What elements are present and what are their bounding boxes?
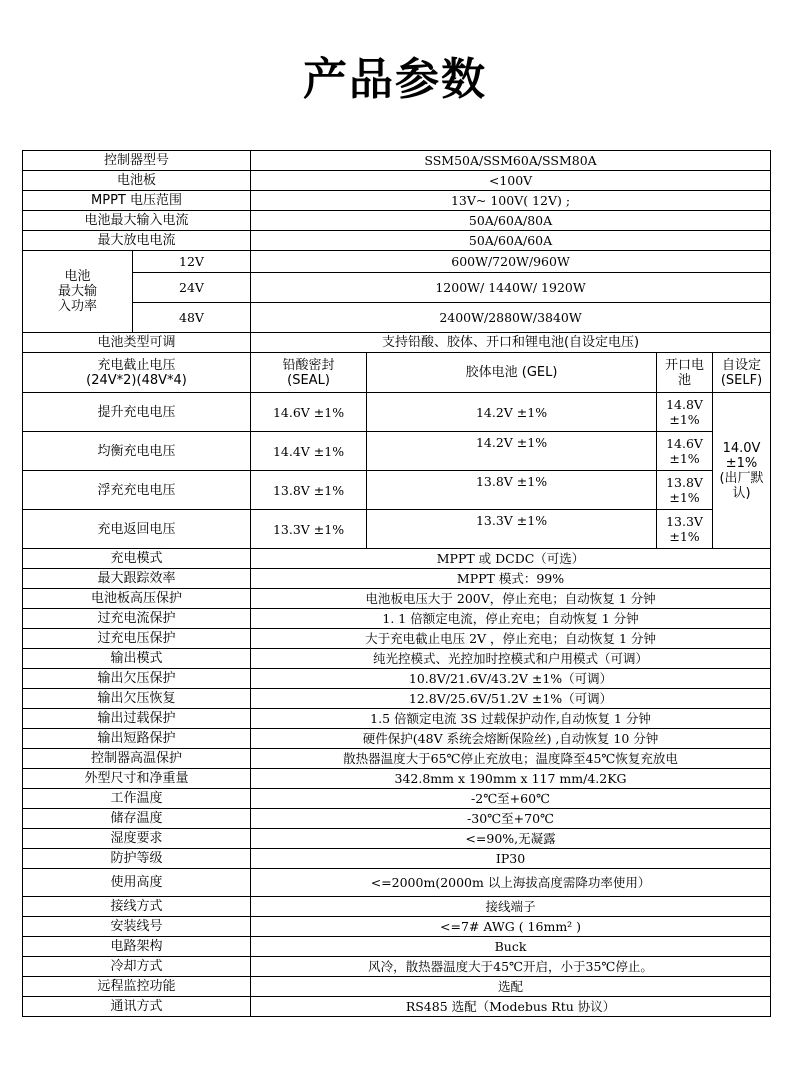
spec-label: 外型尺寸和净重量	[23, 769, 251, 789]
open-value: 13.3V ±1%	[657, 510, 713, 549]
voltage-level: 12V	[133, 251, 251, 273]
spec-label: 最大放电电流	[23, 231, 251, 251]
open-header: 开口电 池	[657, 353, 713, 393]
spec-label: 电路架构	[23, 937, 251, 957]
spec-label: 输出欠压恢复	[23, 689, 251, 709]
spec-value: 大于充电截止电压 2V ，停止充电；自动恢复 1 分钟	[251, 629, 771, 649]
spec-label: 防护等级	[23, 849, 251, 869]
voltage-row-label: 均衡充电电压	[23, 432, 251, 471]
table-row	[23, 393, 771, 432]
table-row	[23, 549, 771, 569]
spec-label: 控制器高温保护	[23, 749, 251, 769]
spec-label: 电池板高压保护	[23, 589, 251, 609]
table-row	[23, 432, 771, 471]
voltage-level: 48V	[133, 303, 251, 333]
table-row	[23, 353, 771, 393]
table-row	[23, 849, 771, 869]
spec-label: 使用高度	[23, 869, 251, 897]
table-row	[23, 729, 771, 749]
table-row	[23, 333, 771, 353]
spec-value: 1. 1 倍额定电流，停止充电；自动恢复 1 分钟	[251, 609, 771, 629]
voltage-header-label: 充电截止电压 (24V*2)(48V*4)	[23, 353, 251, 393]
spec-value: -2℃至+60℃	[251, 789, 771, 809]
table-row	[23, 669, 771, 689]
table-row	[23, 629, 771, 649]
spec-label: 电池类型可调	[23, 333, 251, 353]
table-row	[23, 649, 771, 669]
spec-value: <=90%,无凝露	[251, 829, 771, 849]
table-row	[23, 589, 771, 609]
spec-value: SSM50A/SSM60A/SSM80A	[251, 151, 771, 171]
table-row	[23, 957, 771, 977]
spec-label: 过充电压保护	[23, 629, 251, 649]
spec-label: 湿度要求	[23, 829, 251, 849]
table-row	[23, 789, 771, 809]
spec-label: 输出模式	[23, 649, 251, 669]
spec-label: 输出欠压保护	[23, 669, 251, 689]
table-row	[23, 689, 771, 709]
spec-label: 通讯方式	[23, 997, 251, 1017]
self-value: 14.0V ±1% (出厂默 认)	[713, 393, 771, 549]
seal-header: 铅酸密封 (SEAL)	[251, 353, 367, 393]
table-row	[23, 997, 771, 1017]
self-header: 自设定 (SELF)	[713, 353, 771, 393]
voltage-row-label: 浮充充电电压	[23, 471, 251, 510]
spec-value: 选配	[251, 977, 771, 997]
table-row	[23, 749, 771, 769]
spec-value: <=7# AWG ( 16mm² )	[251, 917, 771, 937]
spec-table	[22, 150, 771, 1017]
spec-label: 电池最大输入电流	[23, 211, 251, 231]
gel-value: 13.3V ±1%	[367, 510, 657, 549]
table-row	[23, 151, 771, 171]
spec-value: RS485 选配（Modebus Rtu 协议）	[251, 997, 771, 1017]
seal-value: 13.8V ±1%	[251, 471, 367, 510]
spec-label: 过充电流保护	[23, 609, 251, 629]
spec-value: 电池板电压大于 200V，停止充电；自动恢复 1 分钟	[251, 589, 771, 609]
seal-value: 14.4V ±1%	[251, 432, 367, 471]
gel-value: 14.2V ±1%	[367, 393, 657, 432]
table-row	[23, 191, 771, 211]
power-value: 600W/720W/960W	[251, 251, 771, 273]
table-row	[23, 809, 771, 829]
seal-value: 14.6V ±1%	[251, 393, 367, 432]
spec-value: 接线端子	[251, 897, 771, 917]
spec-label: 储存温度	[23, 809, 251, 829]
spec-value: 1.5 倍额定电流 3S 过载保护动作,自动恢复 1 分钟	[251, 709, 771, 729]
spec-value: MPPT 模式：99%	[251, 569, 771, 589]
spec-label: 输出过载保护	[23, 709, 251, 729]
spec-label: 输出短路保护	[23, 729, 251, 749]
spec-label: 工作温度	[23, 789, 251, 809]
spec-label: 控制器型号	[23, 151, 251, 171]
spec-value: 50A/60A/80A	[251, 211, 771, 231]
spec-value: <100V	[251, 171, 771, 191]
open-value: 14.6V ±1%	[657, 432, 713, 471]
spec-label: 远程监控功能	[23, 977, 251, 997]
spec-label: 接线方式	[23, 897, 251, 917]
table-row	[23, 917, 771, 937]
voltage-level: 24V	[133, 273, 251, 303]
spec-label: 冷却方式	[23, 957, 251, 977]
table-row	[23, 897, 771, 917]
spec-label: 最大跟踪效率	[23, 569, 251, 589]
seal-value: 13.3V ±1%	[251, 510, 367, 549]
table-row	[23, 609, 771, 629]
table-row	[23, 709, 771, 729]
spec-value: 散热器温度大于65℃停止充放电；温度降至45℃恢复充放电	[251, 749, 771, 769]
power-label: 电池 最大输 入功率	[23, 251, 133, 333]
power-value: 1200W/ 1440W/ 1920W	[251, 273, 771, 303]
table-row	[23, 510, 771, 549]
spec-value: IP30	[251, 849, 771, 869]
gel-value: 13.8V ±1%	[367, 471, 657, 510]
page-title: 产品参数	[303, 54, 487, 105]
power-value: 2400W/2880W/3840W	[251, 303, 771, 333]
spec-label: 充电模式	[23, 549, 251, 569]
table-row	[23, 251, 771, 273]
spec-value: 硬件保护(48V 系统会熔断保险丝) ,自动恢复 10 分钟	[251, 729, 771, 749]
spec-value: -30℃至+70℃	[251, 809, 771, 829]
table-row	[23, 303, 771, 333]
open-value: 14.8V ±1%	[657, 393, 713, 432]
spec-value: <=2000m(2000m 以上海拔高度需降功率使用）	[251, 869, 771, 897]
spec-value: 342.8mm x 190mm x 117 mm/4.2KG	[251, 769, 771, 789]
table-row	[23, 231, 771, 251]
spec-value: 10.8V/21.6V/43.2V ±1%（可调）	[251, 669, 771, 689]
gel-value: 14.2V ±1%	[367, 432, 657, 471]
spec-label: 电池板	[23, 171, 251, 191]
gel-header: 胶体电池 (GEL)	[367, 353, 657, 393]
table-row	[23, 937, 771, 957]
table-row	[23, 273, 771, 303]
spec-value: 50A/60A/60A	[251, 231, 771, 251]
table-row	[23, 471, 771, 510]
spec-value: 支持铅酸、胶体、开口和锂电池(自设定电压)	[251, 333, 771, 353]
spec-value: Buck	[251, 937, 771, 957]
table-row	[23, 171, 771, 191]
table-row	[23, 829, 771, 849]
table-row	[23, 569, 771, 589]
spec-value: MPPT 或 DCDC（可选）	[251, 549, 771, 569]
table-row	[23, 211, 771, 231]
open-value: 13.8V ±1%	[657, 471, 713, 510]
spec-value: 13V~ 100V( 12V) ;	[251, 191, 771, 211]
spec-value: 风冷，散热器温度大于45℃开启，小于35℃停止。	[251, 957, 771, 977]
table-row	[23, 869, 771, 897]
spec-label: 安装线号	[23, 917, 251, 937]
voltage-row-label: 充电返回电压	[23, 510, 251, 549]
table-row	[23, 769, 771, 789]
voltage-row-label: 提升充电电压	[23, 393, 251, 432]
spec-value: 12.8V/25.6V/51.2V ±1%（可调）	[251, 689, 771, 709]
table-row	[23, 977, 771, 997]
spec-label: MPPT 电压范围	[23, 191, 251, 211]
spec-value: 纯光控模式、光控加时控模式和户用模式（可调）	[251, 649, 771, 669]
